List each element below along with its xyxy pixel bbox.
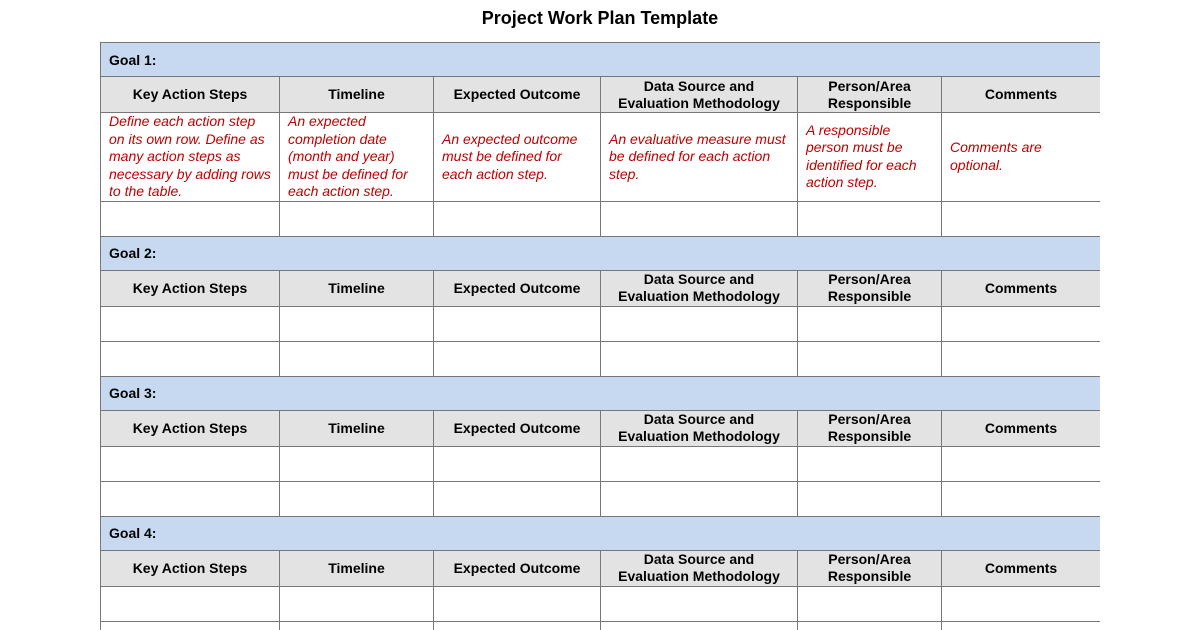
- table-row: [101, 621, 1101, 630]
- column-header-row: [101, 77, 1101, 113]
- column-header-key-action-steps: Key Action Steps: [101, 410, 280, 446]
- column-header-comments: Comments: [942, 270, 1101, 306]
- goal-row: [101, 236, 1101, 270]
- table-cell-expected-outcome[interactable]: [434, 201, 601, 236]
- column-header-timeline: Timeline: [280, 77, 434, 113]
- table-cell-comments[interactable]: [942, 306, 1101, 341]
- table-cell-key-action-steps[interactable]: [101, 306, 280, 341]
- table-cell-comments[interactable]: [942, 621, 1101, 630]
- table-cell-data-source[interactable]: [601, 201, 798, 236]
- column-header-comments: Comments: [942, 410, 1101, 446]
- table-cell-data-source[interactable]: [601, 481, 798, 516]
- table-cell-comments[interactable]: [942, 341, 1101, 376]
- column-header-person-responsible: Person/Area Responsible: [798, 77, 942, 113]
- column-header-expected-outcome: Expected Outcome: [434, 550, 601, 586]
- table-cell-key-action-steps[interactable]: [101, 446, 280, 481]
- table-cell-key-action-steps[interactable]: [101, 341, 280, 376]
- goal-label: Goal 2:: [101, 236, 1101, 270]
- column-header-data-source: Data Source and Evaluation Methodology: [601, 550, 798, 586]
- column-header-key-action-steps: Key Action Steps: [101, 270, 280, 306]
- column-header-data-source: Data Source and Evaluation Methodology: [601, 77, 798, 113]
- work-plan-table: [100, 42, 1100, 630]
- table-cell-person-responsible[interactable]: [798, 306, 942, 341]
- table-cell-key-action-steps[interactable]: [101, 621, 280, 630]
- table-cell-expected-outcome[interactable]: [434, 306, 601, 341]
- column-header-expected-outcome: Expected Outcome: [434, 77, 601, 113]
- table-cell-expected-outcome[interactable]: [434, 481, 601, 516]
- table-cell-person-responsible[interactable]: [798, 621, 942, 630]
- column-header-row: [101, 410, 1101, 446]
- table-cell-expected-outcome[interactable]: [434, 621, 601, 630]
- table-cell-timeline[interactable]: [280, 341, 434, 376]
- table-row: [101, 481, 1101, 516]
- table-cell-person-responsible[interactable]: [798, 481, 942, 516]
- goal-label: Goal 1:: [101, 43, 1101, 77]
- table-cell-data-source[interactable]: [601, 306, 798, 341]
- table-cell-data-source[interactable]: [601, 621, 798, 630]
- table-cell-expected-outcome[interactable]: [434, 586, 601, 621]
- page-title: Project Work Plan Template: [481, 8, 719, 28]
- table-cell-person-responsible[interactable]: [798, 201, 942, 236]
- table-cell-key-action-steps[interactable]: [101, 201, 280, 236]
- table-cell-data-source[interactable]: [601, 446, 798, 481]
- table-cell-expected-outcome[interactable]: [434, 341, 601, 376]
- column-header-person-responsible: Person/Area Responsible: [798, 270, 942, 306]
- column-header-row: [101, 550, 1101, 586]
- table-cell-timeline[interactable]: [280, 306, 434, 341]
- table-row: [101, 201, 1101, 236]
- table-cell-timeline[interactable]: [280, 621, 434, 630]
- table-row: [101, 586, 1101, 621]
- column-header-key-action-steps: Key Action Steps: [101, 550, 280, 586]
- goal-row: [101, 43, 1101, 77]
- table-cell-timeline[interactable]: [280, 481, 434, 516]
- example-cell-timeline[interactable]: An expected completion date (month and year) must be defined for each action step.: [280, 113, 434, 202]
- table-cell-comments[interactable]: [942, 446, 1101, 481]
- column-header-data-source: Data Source and Evaluation Methodology: [601, 410, 798, 446]
- table-cell-timeline[interactable]: [280, 586, 434, 621]
- table-cell-comments[interactable]: [942, 586, 1101, 621]
- example-cell-person-responsible[interactable]: A responsible person must be identified for each action step.: [798, 113, 942, 202]
- table-cell-key-action-steps[interactable]: [101, 481, 280, 516]
- example-cell-comments[interactable]: Comments are optional.: [942, 113, 1101, 202]
- column-header-comments: Comments: [942, 550, 1101, 586]
- table-cell-timeline[interactable]: [280, 201, 434, 236]
- table-cell-data-source[interactable]: [601, 586, 798, 621]
- column-header-timeline: Timeline: [280, 410, 434, 446]
- table-cell-timeline[interactable]: [280, 446, 434, 481]
- table-row: [101, 306, 1101, 341]
- goal-label: Goal 4:: [101, 516, 1101, 550]
- goal-row: [101, 376, 1101, 410]
- table-cell-comments[interactable]: [942, 201, 1101, 236]
- column-header-person-responsible: Person/Area Responsible: [798, 550, 942, 586]
- column-header-comments: Comments: [942, 77, 1101, 113]
- example-row: [101, 113, 1101, 202]
- table-cell-person-responsible[interactable]: [798, 341, 942, 376]
- table-cell-person-responsible[interactable]: [798, 446, 942, 481]
- table-row: [101, 446, 1101, 481]
- column-header-expected-outcome: Expected Outcome: [434, 410, 601, 446]
- column-header-timeline: Timeline: [280, 270, 434, 306]
- example-cell-key-action-steps[interactable]: Define each action step on its own row. Define as many action steps as necessary by adding rows to the table.: [101, 113, 280, 202]
- column-header-data-source: Data Source and Evaluation Methodology: [601, 270, 798, 306]
- column-header-key-action-steps: Key Action Steps: [101, 77, 280, 113]
- goal-label: Goal 3:: [101, 376, 1101, 410]
- table-cell-data-source[interactable]: [601, 341, 798, 376]
- example-cell-data-source[interactable]: An evaluative measure must be defined for each action step.: [601, 113, 798, 202]
- goal-row: [101, 516, 1101, 550]
- example-cell-expected-outcome[interactable]: An expected outcome must be defined for each action step.: [434, 113, 601, 202]
- work-plan-table-container: [100, 42, 1100, 630]
- table-cell-person-responsible[interactable]: [798, 586, 942, 621]
- table-cell-expected-outcome[interactable]: [434, 446, 601, 481]
- table-row: [101, 341, 1101, 376]
- table-cell-comments[interactable]: [942, 481, 1101, 516]
- column-header-row: [101, 270, 1101, 306]
- column-header-expected-outcome: Expected Outcome: [434, 270, 601, 306]
- column-header-person-responsible: Person/Area Responsible: [798, 410, 942, 446]
- column-header-timeline: Timeline: [280, 550, 434, 586]
- table-cell-key-action-steps[interactable]: [101, 586, 280, 621]
